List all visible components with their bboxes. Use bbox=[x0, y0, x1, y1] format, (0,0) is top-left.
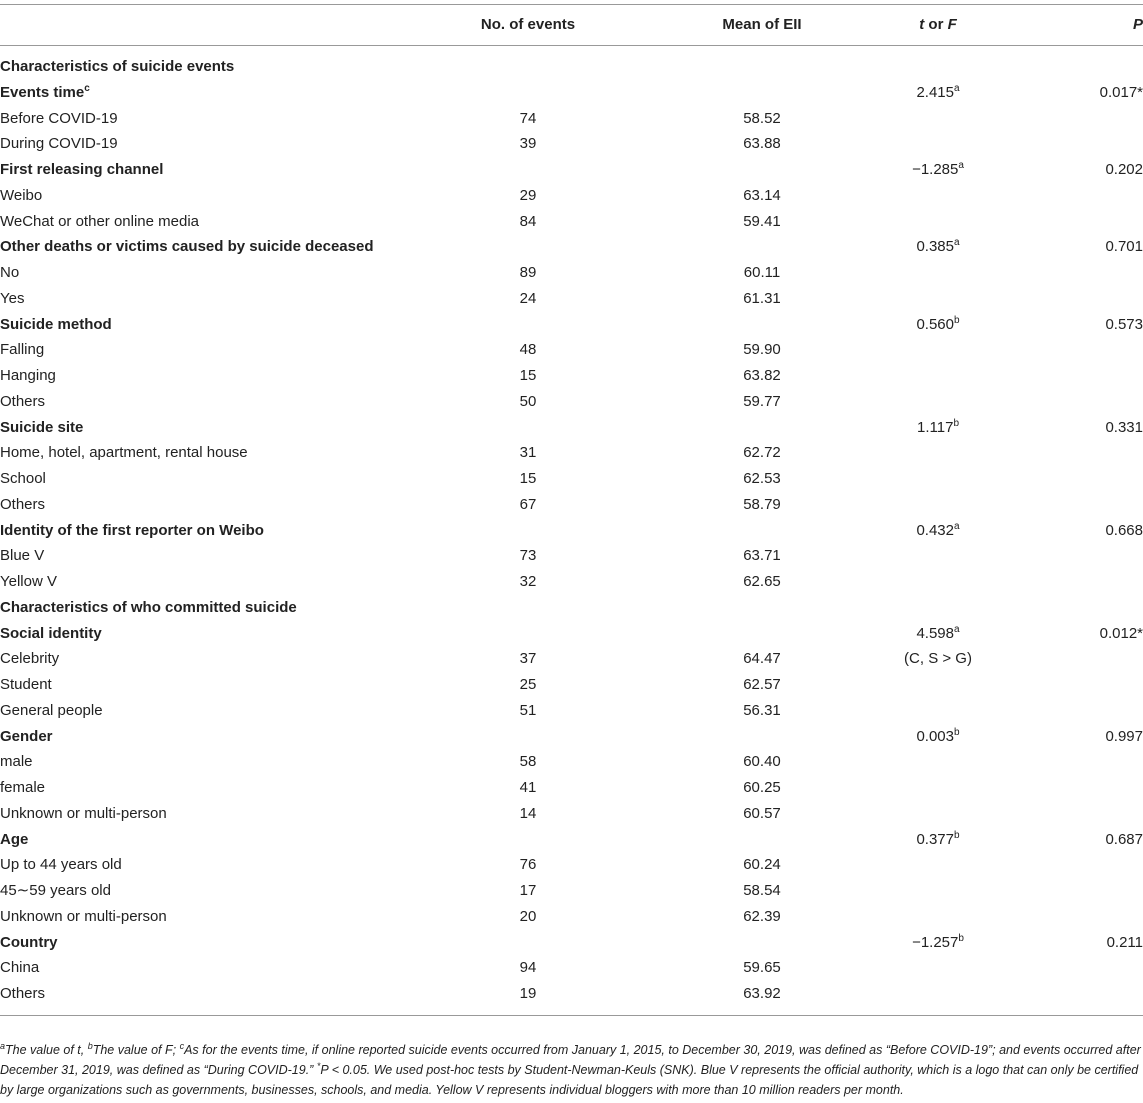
p-value-cell bbox=[988, 440, 1143, 466]
stat-cell bbox=[888, 492, 988, 518]
row-label: Student bbox=[0, 676, 52, 693]
row-label: Falling bbox=[0, 341, 45, 359]
table-row bbox=[0, 337, 1143, 363]
section-title: Characteristics of who committed suicide bbox=[0, 598, 297, 616]
mean-cell bbox=[636, 415, 888, 441]
events-cell: 37 bbox=[519, 650, 537, 668]
table-row bbox=[0, 492, 1143, 518]
p-value-cell: 0.211 bbox=[1106, 933, 1143, 951]
events-cell: 20 bbox=[519, 907, 537, 925]
events-cell: 89 bbox=[519, 264, 537, 281]
group-row bbox=[0, 827, 1143, 853]
stat-cell: 1.117$^b$ bbox=[917, 417, 959, 436]
p-value-cell bbox=[988, 337, 1143, 363]
p-value-cell bbox=[988, 955, 1143, 981]
mean-cell bbox=[636, 312, 888, 338]
p-value-cell bbox=[988, 492, 1143, 518]
events-cell bbox=[420, 621, 636, 647]
events-cell bbox=[420, 827, 636, 853]
table-body bbox=[0, 46, 1143, 1016]
table-row bbox=[0, 183, 1143, 209]
events-cell: 50 bbox=[519, 392, 537, 410]
events-cell: 39 bbox=[519, 135, 537, 153]
row-label: 45∼59 years old bbox=[0, 882, 111, 899]
row-label: Up to 44 years old bbox=[0, 856, 122, 874]
stat-cell bbox=[888, 131, 988, 157]
p-value-cell: 0.701 bbox=[1105, 238, 1143, 256]
stat-cell bbox=[888, 981, 988, 1015]
mean-cell: 59.77 bbox=[743, 392, 781, 410]
row-label: Yellow V bbox=[0, 573, 57, 590]
mean-cell: 60.24 bbox=[743, 856, 781, 874]
stat-cell bbox=[888, 337, 988, 363]
mean-cell: 60.40 bbox=[743, 753, 781, 771]
p-value-cell bbox=[988, 389, 1143, 415]
stat-cell: 0.377$^b$ bbox=[916, 829, 960, 848]
mean-cell bbox=[636, 157, 888, 183]
mean-cell bbox=[636, 724, 888, 750]
footnote-marker: b bbox=[87, 1040, 93, 1051]
p-value-cell bbox=[988, 569, 1143, 595]
events-cell: 51 bbox=[519, 701, 537, 719]
group-row bbox=[0, 621, 1143, 647]
events-cell: 67 bbox=[519, 495, 537, 513]
row-label: Others bbox=[0, 392, 46, 410]
table-row bbox=[0, 543, 1143, 569]
group-row bbox=[0, 415, 1143, 441]
table-row bbox=[0, 955, 1143, 981]
mean-cell bbox=[636, 621, 888, 647]
group-row bbox=[0, 930, 1143, 956]
group-label: Social identity bbox=[0, 624, 102, 642]
events-cell: 25 bbox=[519, 676, 537, 693]
footnote-marker: c bbox=[179, 1040, 185, 1051]
table-row bbox=[0, 569, 1143, 595]
table-footnote bbox=[0, 1040, 1143, 1100]
mean-cell: 61.31 bbox=[743, 289, 781, 307]
mean-cell bbox=[636, 234, 888, 260]
table-row bbox=[0, 466, 1143, 492]
group-label: First releasing channel bbox=[0, 161, 164, 178]
row-label: female bbox=[0, 779, 46, 796]
table-row bbox=[0, 672, 1143, 698]
p-value-cell bbox=[988, 260, 1143, 286]
row-label: Unknown or multi-person bbox=[0, 907, 167, 925]
stat-cell: 0.385$^a$ bbox=[916, 237, 960, 256]
stat-cell bbox=[888, 466, 988, 492]
stat-cell bbox=[888, 698, 988, 724]
table-row bbox=[0, 981, 1143, 1015]
group-label: Gender bbox=[0, 727, 53, 745]
mean-cell: 63.71 bbox=[743, 547, 781, 565]
p-value-cell bbox=[988, 904, 1143, 930]
p-value-cell bbox=[988, 672, 1143, 698]
stat-cell bbox=[888, 286, 988, 312]
section-row bbox=[0, 595, 1143, 621]
mean-cell: 62.53 bbox=[743, 470, 781, 487]
table-row bbox=[0, 904, 1143, 930]
stat-cell bbox=[888, 106, 988, 132]
footnote-text: P < 0.05. We used post-hoc tests by Student-Newman-Keuls (SNK). Blue V represents the official authority, which is a logo that can only be certified by large organizations such as governments, businesses, schools, and media. Yellow V represents individual bloggers with more than 10 million readers per month. bbox=[0, 1063, 1139, 1097]
stat-cell bbox=[888, 389, 988, 415]
stat-cell bbox=[888, 672, 988, 698]
mean-cell: 63.88 bbox=[743, 135, 781, 153]
events-cell bbox=[420, 312, 636, 338]
stat-cell bbox=[888, 209, 988, 235]
mean-cell: 63.14 bbox=[743, 186, 781, 204]
group-label: Suicide method bbox=[0, 315, 112, 333]
stat-cell bbox=[888, 363, 988, 389]
p-value-cell bbox=[988, 775, 1143, 801]
row-label: Celebrity bbox=[0, 650, 60, 668]
p-value-cell bbox=[988, 749, 1143, 775]
mean-cell: 62.39 bbox=[743, 907, 781, 925]
p-value-cell bbox=[988, 286, 1143, 312]
header-p: P bbox=[988, 5, 1143, 46]
table-row bbox=[0, 646, 1143, 672]
mean-cell: 56.31 bbox=[743, 701, 781, 719]
mean-cell: 60.57 bbox=[743, 804, 781, 822]
group-row bbox=[0, 80, 1143, 106]
mean-cell: 59.65 bbox=[743, 959, 781, 977]
stat-cell bbox=[888, 749, 988, 775]
stat-cell: −1.257$^b$ bbox=[912, 932, 964, 951]
row-label: male bbox=[0, 753, 33, 771]
mean-cell bbox=[636, 930, 888, 956]
mean-cell: 59.90 bbox=[743, 341, 781, 359]
header-events: No. of events bbox=[420, 5, 636, 46]
p-value-cell bbox=[988, 852, 1143, 878]
statistics-table bbox=[0, 4, 1143, 1016]
table-row bbox=[0, 440, 1143, 466]
group-label: Other deaths or victims caused by suicide deceased bbox=[0, 238, 374, 256]
events-cell: 15 bbox=[519, 367, 537, 384]
group-row bbox=[0, 312, 1143, 338]
footnote-text: The value of t, bbox=[5, 1043, 88, 1057]
events-cell: 32 bbox=[519, 573, 537, 590]
stat-cell bbox=[888, 260, 988, 286]
events-cell bbox=[420, 80, 636, 106]
stat-cell bbox=[888, 852, 988, 878]
events-cell: 84 bbox=[519, 212, 537, 230]
stat-cell: 0.003$^b$ bbox=[916, 726, 960, 745]
stat-cell bbox=[888, 904, 988, 930]
table-row bbox=[0, 286, 1143, 312]
group-label: Age bbox=[0, 830, 29, 848]
events-cell: 17 bbox=[519, 882, 537, 899]
row-label: During COVID-19 bbox=[0, 135, 118, 153]
row-label: China bbox=[0, 959, 40, 977]
events-cell: 14 bbox=[519, 804, 537, 822]
stat-cell bbox=[888, 543, 988, 569]
p-value-cell: 0.331 bbox=[1105, 418, 1143, 436]
stat-cell bbox=[888, 801, 988, 827]
footnote-marker: * bbox=[316, 1060, 321, 1071]
events-cell bbox=[420, 518, 636, 544]
mean-cell: 63.82 bbox=[743, 367, 781, 384]
events-cell bbox=[420, 930, 636, 956]
p-value-cell bbox=[988, 801, 1143, 827]
table-row bbox=[0, 749, 1143, 775]
p-value-cell bbox=[988, 209, 1143, 235]
p-value-cell bbox=[988, 981, 1143, 1015]
table-row bbox=[0, 389, 1143, 415]
p-value-cell bbox=[988, 363, 1143, 389]
p-value-cell: 0.687 bbox=[1105, 830, 1143, 848]
p-value-cell: 0.017* bbox=[1099, 83, 1143, 101]
group-label: Identity of the first reporter on Weibo bbox=[0, 521, 264, 539]
row-label: Home, hotel, apartment, rental house bbox=[0, 444, 248, 462]
p-value-cell bbox=[988, 543, 1143, 569]
events-cell: 19 bbox=[420, 981, 636, 1015]
p-value-cell bbox=[988, 183, 1143, 209]
table-row bbox=[0, 801, 1143, 827]
row-label: Others bbox=[0, 981, 420, 1015]
stat-cell bbox=[888, 440, 988, 466]
p-value-cell bbox=[988, 106, 1143, 132]
p-value-cell bbox=[988, 878, 1143, 904]
events-cell: 74 bbox=[519, 109, 537, 127]
mean-cell: 62.65 bbox=[743, 573, 781, 590]
row-label: Yes bbox=[0, 289, 25, 307]
mean-cell: 58.54 bbox=[743, 882, 781, 899]
mean-cell: 60.11 bbox=[743, 264, 781, 281]
table-row bbox=[0, 260, 1143, 286]
section-title: Characteristics of suicide events bbox=[0, 58, 235, 75]
row-label: Others bbox=[0, 495, 46, 513]
events-cell bbox=[420, 157, 636, 183]
events-cell: 31 bbox=[519, 444, 537, 462]
table-row bbox=[0, 698, 1143, 724]
events-cell: 76 bbox=[519, 856, 537, 874]
events-cell bbox=[420, 724, 636, 750]
mean-cell: 60.25 bbox=[743, 779, 781, 796]
row-label: Before COVID-19 bbox=[0, 109, 118, 127]
events-cell: 73 bbox=[519, 547, 537, 565]
stat-cell bbox=[888, 183, 988, 209]
table-row bbox=[0, 209, 1143, 235]
row-label: Weibo bbox=[0, 186, 43, 204]
group-row bbox=[0, 724, 1143, 750]
p-value-cell: 0.668 bbox=[1105, 521, 1143, 539]
events-cell: 41 bbox=[519, 779, 537, 796]
mean-cell: 59.41 bbox=[743, 212, 781, 230]
stat-cell bbox=[888, 775, 988, 801]
section-row bbox=[0, 46, 1143, 80]
group-row bbox=[0, 234, 1143, 260]
stat-cell bbox=[888, 569, 988, 595]
header-mean: Mean of EII bbox=[636, 5, 888, 46]
p-value-cell bbox=[988, 131, 1143, 157]
header-stat: t or F bbox=[888, 5, 988, 46]
table-row bbox=[0, 106, 1143, 132]
row-label: General people bbox=[0, 701, 103, 719]
mean-cell: 62.57 bbox=[743, 676, 781, 693]
p-value-cell: 0.012* bbox=[1099, 624, 1143, 642]
stat-cell bbox=[888, 955, 988, 981]
stat-cell bbox=[888, 878, 988, 904]
events-cell bbox=[420, 415, 636, 441]
group-label: Country bbox=[0, 933, 58, 951]
mean-cell: 58.79 bbox=[743, 495, 781, 513]
mean-cell: 64.47 bbox=[743, 650, 781, 668]
group-label: Events time$^c$ bbox=[0, 82, 90, 101]
group-label: Suicide site bbox=[0, 418, 84, 436]
events-cell: 29 bbox=[519, 186, 537, 204]
p-value-cell: 0.202 bbox=[1105, 161, 1143, 178]
p-value-cell bbox=[988, 646, 1143, 672]
mean-cell: 58.52 bbox=[743, 109, 781, 127]
group-row bbox=[0, 518, 1143, 544]
group-row bbox=[0, 157, 1143, 183]
stat-cell: 0.432$^a$ bbox=[916, 520, 960, 539]
footnote-marker: a bbox=[0, 1040, 6, 1051]
p-value-cell: 0.997 bbox=[1105, 727, 1143, 745]
mean-cell: 63.92 bbox=[636, 981, 888, 1015]
table-row bbox=[0, 131, 1143, 157]
header-row bbox=[0, 5, 1143, 46]
events-cell: 58 bbox=[519, 753, 537, 771]
footnote-text: As for the events time, if online reported suicide events occurred from January 1, 2015, to December 30, 2019, was defined as “Before COVID-19”; and events occurred after December 31, 2019, was defined as “During COVID-19.” bbox=[0, 1043, 1141, 1077]
p-value-cell bbox=[988, 466, 1143, 492]
events-cell: 15 bbox=[519, 470, 537, 487]
stat-cell: −1.285$^a$ bbox=[912, 160, 964, 178]
stat-cell: (C, S > G) bbox=[904, 650, 972, 668]
p-value-cell bbox=[988, 698, 1143, 724]
table-row bbox=[0, 775, 1143, 801]
stat-cell: 0.560$^b$ bbox=[916, 314, 960, 333]
mean-cell bbox=[636, 518, 888, 544]
events-cell: 94 bbox=[519, 959, 537, 977]
row-label: No bbox=[0, 264, 20, 281]
mean-cell: 62.72 bbox=[743, 444, 781, 462]
row-label: Unknown or multi-person bbox=[0, 804, 167, 822]
events-cell bbox=[420, 234, 636, 260]
table-row bbox=[0, 363, 1143, 389]
table-row bbox=[0, 878, 1143, 904]
p-value-cell: 0.573 bbox=[1105, 315, 1143, 333]
events-cell: 48 bbox=[519, 341, 537, 359]
mean-cell bbox=[636, 827, 888, 853]
header-label bbox=[0, 5, 420, 46]
mean-cell bbox=[636, 80, 888, 106]
row-label: Blue V bbox=[0, 547, 45, 565]
row-label: Hanging bbox=[0, 367, 56, 384]
footnote-text: The value of F; bbox=[92, 1043, 180, 1057]
table-row bbox=[0, 852, 1143, 878]
stat-cell: 4.598$^a$ bbox=[916, 623, 960, 642]
events-cell: 24 bbox=[519, 289, 537, 307]
row-label: WeChat or other online media bbox=[0, 212, 199, 230]
stat-cell: 2.415$^a$ bbox=[916, 82, 960, 101]
row-label: School bbox=[0, 470, 46, 487]
